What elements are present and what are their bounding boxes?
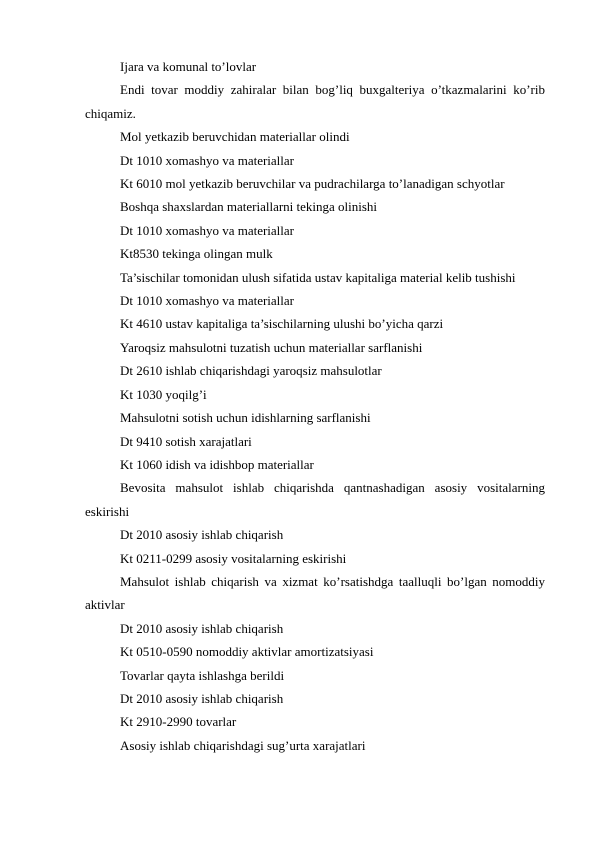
text-line-4: Dt 1010 xomashyo va materiallar xyxy=(120,152,295,168)
text-line-20: Kt 0211-0299 asosiy vositalarning eskirishi xyxy=(120,550,347,566)
text-line-23: Kt 0510-0590 nomoddiy aktivlar amortizatsiyasi xyxy=(120,644,374,660)
text-line-8: Kt8530 tekinga olingan mulk xyxy=(120,246,273,262)
text-line-11: Kt 4610 ustav kapitaliga ta’sischilarning ulushi bo’yicha qarzi xyxy=(120,316,444,332)
text-line-9: Ta’sischilar tomonidan ulush sifatida ustav kapitaliga material kelib tushishi xyxy=(120,269,516,285)
text-line-26: Kt 2910-2990 tovarlar xyxy=(120,714,237,730)
text-line-17: Kt 1060 idish va idishbop materiallar xyxy=(120,456,314,472)
text-line-24: Tovarlar qayta ishlashga berildi xyxy=(120,667,285,683)
text-line-6: Boshqa shaxslardan materiallarni tekinga olinishi xyxy=(120,199,378,215)
text-line-16: Dt 9410 sotish xarajatlari xyxy=(120,433,252,449)
text-line-14: Kt 1030 yoqilg’i xyxy=(120,386,207,402)
text-line-25: Dt 2010 asosiy ishlab chiqarish xyxy=(120,690,284,706)
text-line-21: Mahsulot ishlab chiqarish va xizmat ko’rsatishdga taalluqli bo’lgan nomoddiy aktivlar xyxy=(85,573,545,613)
text-line-3: Mol yetkazib beruvchidan materiallar olindi xyxy=(120,129,350,145)
text-line-12: Yaroqsiz mahsulotni tuzatish uchun materiallar sarflanishi xyxy=(120,339,423,355)
text-line-27: Asosiy ishlab chiqarishdagi sug’urta xarajatlari xyxy=(120,737,366,753)
text-line-13: Dt 2610 ishlab chiqarishdagi yaroqsiz mahsulotlar xyxy=(120,363,382,379)
document-body xyxy=(85,55,545,757)
text-line-2: Endi tovar moddiy zahiralar bilan bog’liq buxgalteriya o’tkazmalarini ko’rib chiqamiz. xyxy=(85,82,545,121)
text-line-1: Ijara va komunal to’lovlar xyxy=(120,59,257,74)
text-line-10: Dt 1010 xomashyo va materiallar xyxy=(120,293,295,309)
text-line-15: Mahsulotni sotish uchun idishlarning sarflanishi xyxy=(120,410,371,426)
text-line-7: Dt 1010 xomashyo va materiallar xyxy=(120,222,295,238)
text-line-5: Kt 6010 mol yetkazib beruvchilar va pudrachilarga to’lanadigan schyotlar xyxy=(120,176,505,192)
text-line-19: Dt 2010 asosiy ishlab chiqarish xyxy=(120,527,284,543)
text-line-22: Dt 2010 asosiy ishlab chiqarish xyxy=(120,620,284,636)
text-line-18: Bevosita mahsulot ishlab chiqarishda qantnashadigan asosiy vositalarning eskirishi xyxy=(85,480,545,519)
